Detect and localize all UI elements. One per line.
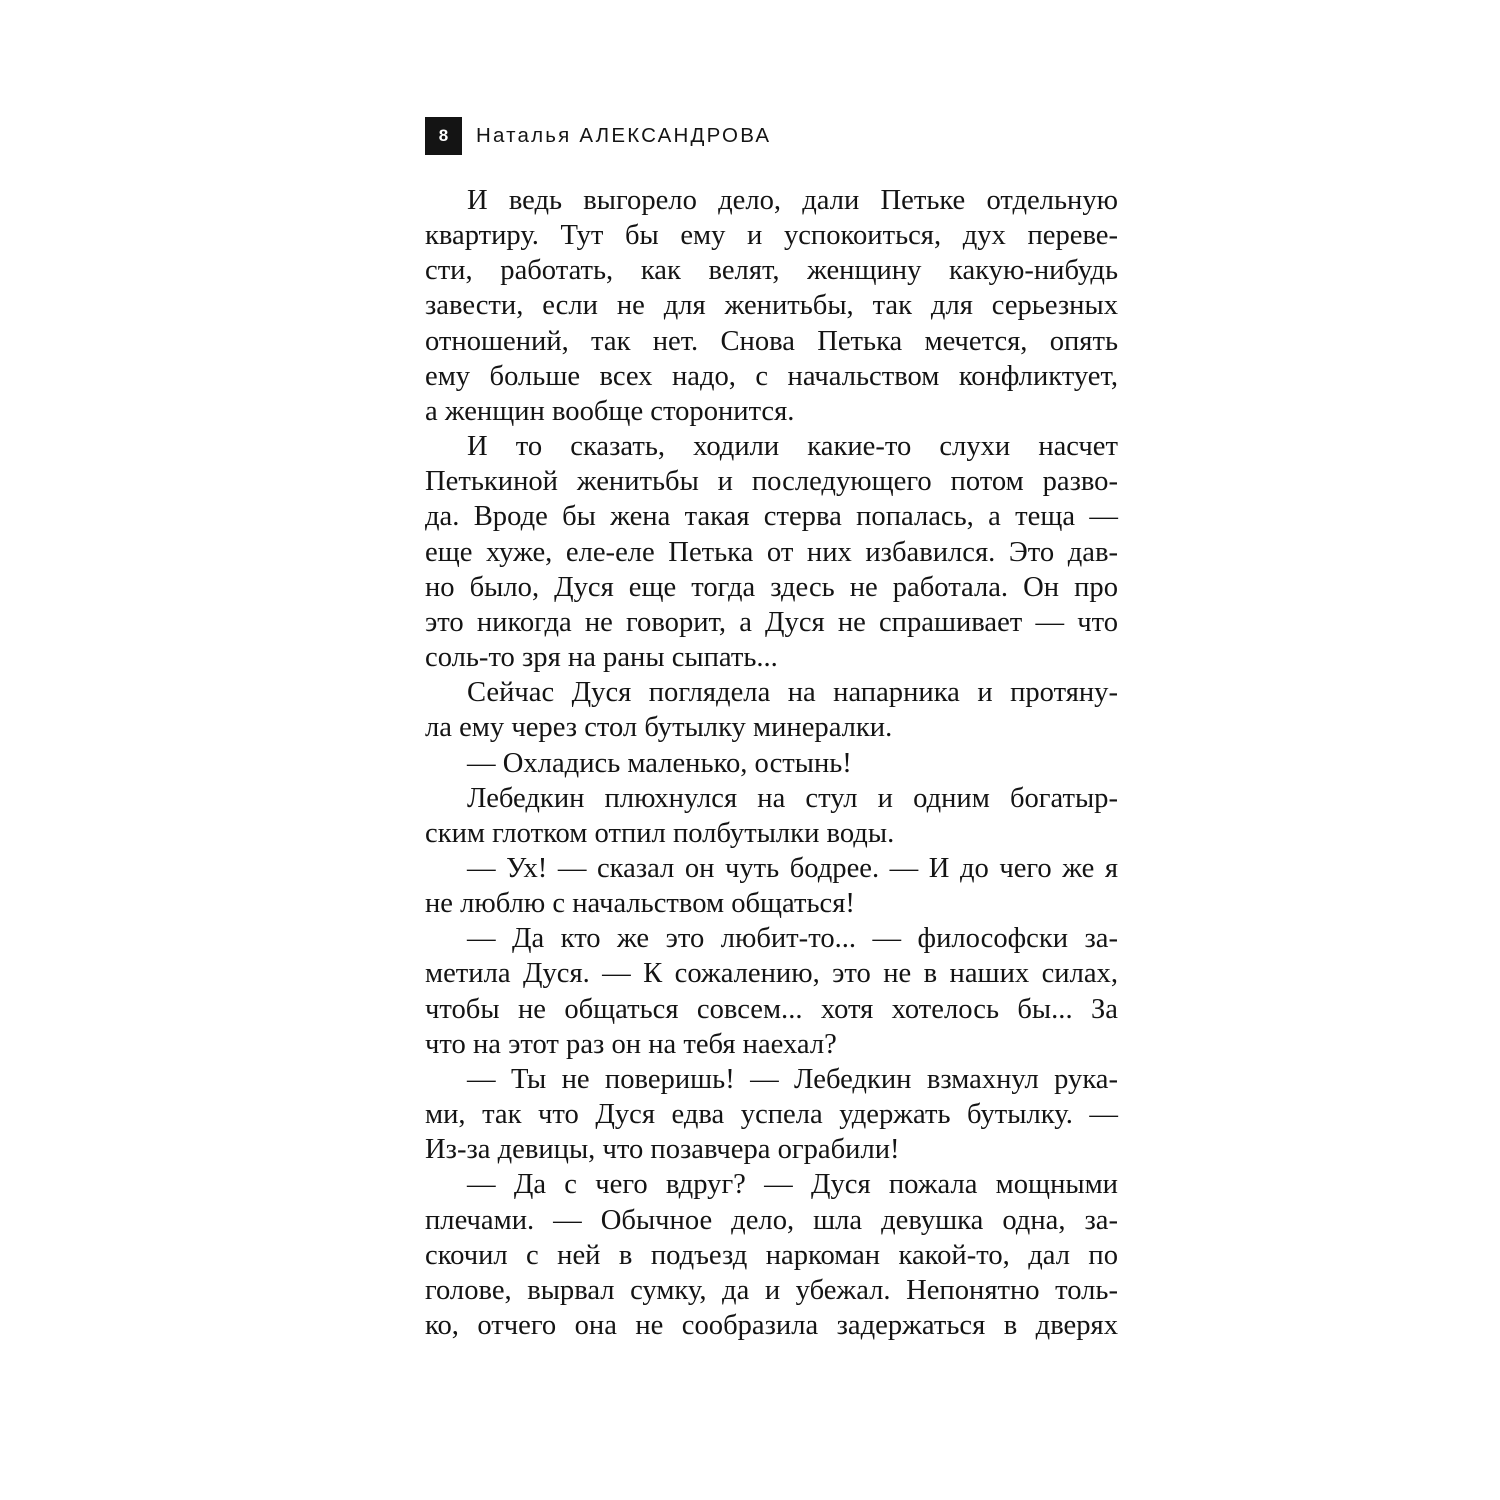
running-header xyxy=(425,117,771,155)
text-line: сти, работать, как велят, женщину какую-нибудь xyxy=(425,255,1118,287)
text-line: ла ему через стол бутылку минералки. xyxy=(425,712,893,744)
text-line: плечами. — Обычное дело, шла девушка одна, за- xyxy=(425,1204,1118,1236)
body-text xyxy=(425,183,1118,1343)
text-line: Сейчас Дуся поглядела на напарника и протяну- xyxy=(467,677,1118,709)
paragraph xyxy=(425,851,1118,921)
text-line: соль-то зря на раны сыпать... xyxy=(425,642,778,674)
text-line: — Да кто же это любит-то... — философски за- xyxy=(467,923,1118,955)
text-line: — Охладись маленько, остынь! xyxy=(467,747,852,779)
text-line: что на этот раз он на тебя наехал? xyxy=(425,1028,837,1060)
text-line: метила Дуся. — К сожалению, это не в наших силах, xyxy=(425,958,1118,990)
paragraph xyxy=(425,429,1118,675)
author-name: Наталья АЛЕКСАНДРОВА xyxy=(476,124,772,147)
text-line: скочил с ней в подъезд наркоман какой-то, дал по xyxy=(425,1239,1118,1271)
text-line: — Ты не поверишь! — Лебедкин взмахнул рука- xyxy=(467,1063,1118,1095)
paragraph xyxy=(425,1167,1118,1343)
text-line: отношений, так нет. Снова Петька мечется, опять xyxy=(425,325,1118,357)
text-line: чтобы не общаться совсем... хотя хотелось бы... За xyxy=(425,993,1118,1025)
text-line: ским глотком отпил полбутылки воды. xyxy=(425,817,895,849)
text-line: а женщин вообще сторонится. xyxy=(425,395,795,427)
page-number: 8 xyxy=(425,117,462,155)
text-line: И то сказать, ходили какие-то слухи насчет xyxy=(467,431,1118,463)
text-line: еще хуже, еле-еле Петька от них избавился. Это дав- xyxy=(425,536,1118,568)
text-line: — Да с чего вдруг? — Дуся пожала мощными xyxy=(467,1169,1118,1201)
text-line: квартиру. Тут бы ему и успокоиться, дух переве- xyxy=(425,220,1118,252)
text-line: это никогда не говорит, а Дуся не спрашивает — что xyxy=(425,606,1118,638)
text-line: ко, отчего она не сообразила задержаться в дверях xyxy=(425,1310,1118,1341)
paragraph xyxy=(425,746,1118,781)
paragraph xyxy=(425,781,1118,851)
text-line: И ведь выгорело дело, дали Петьке отдельную xyxy=(467,185,1118,216)
text-line: да. Вроде бы жена такая стерва попалась, а теща — xyxy=(425,501,1118,533)
text-line: не люблю с начальством общаться! xyxy=(425,888,855,920)
text-line: голове, вырвал сумку, да и убежал. Непонятно толь- xyxy=(425,1274,1118,1306)
paragraph xyxy=(425,1062,1118,1167)
text-line: ми, так что Дуся едва успела удержать бутылку. — xyxy=(425,1099,1118,1131)
text-line: но было, Дуся еще тогда здесь не работала. Он про xyxy=(425,571,1118,603)
text-line: — Ух! — сказал он чуть бодрее. — И до чего же я xyxy=(467,852,1118,884)
text-line: завести, если не для женитьбы, так для серьезных xyxy=(425,290,1118,322)
text-line: Из-за девицы, что позавчера ограбили! xyxy=(425,1134,900,1166)
paragraph xyxy=(425,183,1118,429)
text-line: Лебедкин плюхнулся на стул и одним богатыр- xyxy=(467,782,1118,814)
paragraph xyxy=(425,921,1118,1062)
text-line: ему больше всех надо, с начальством конфликтует, xyxy=(425,360,1118,392)
text-line: Петькиной женитьбы и последующего потом разво- xyxy=(425,466,1118,498)
paragraph xyxy=(425,675,1118,745)
